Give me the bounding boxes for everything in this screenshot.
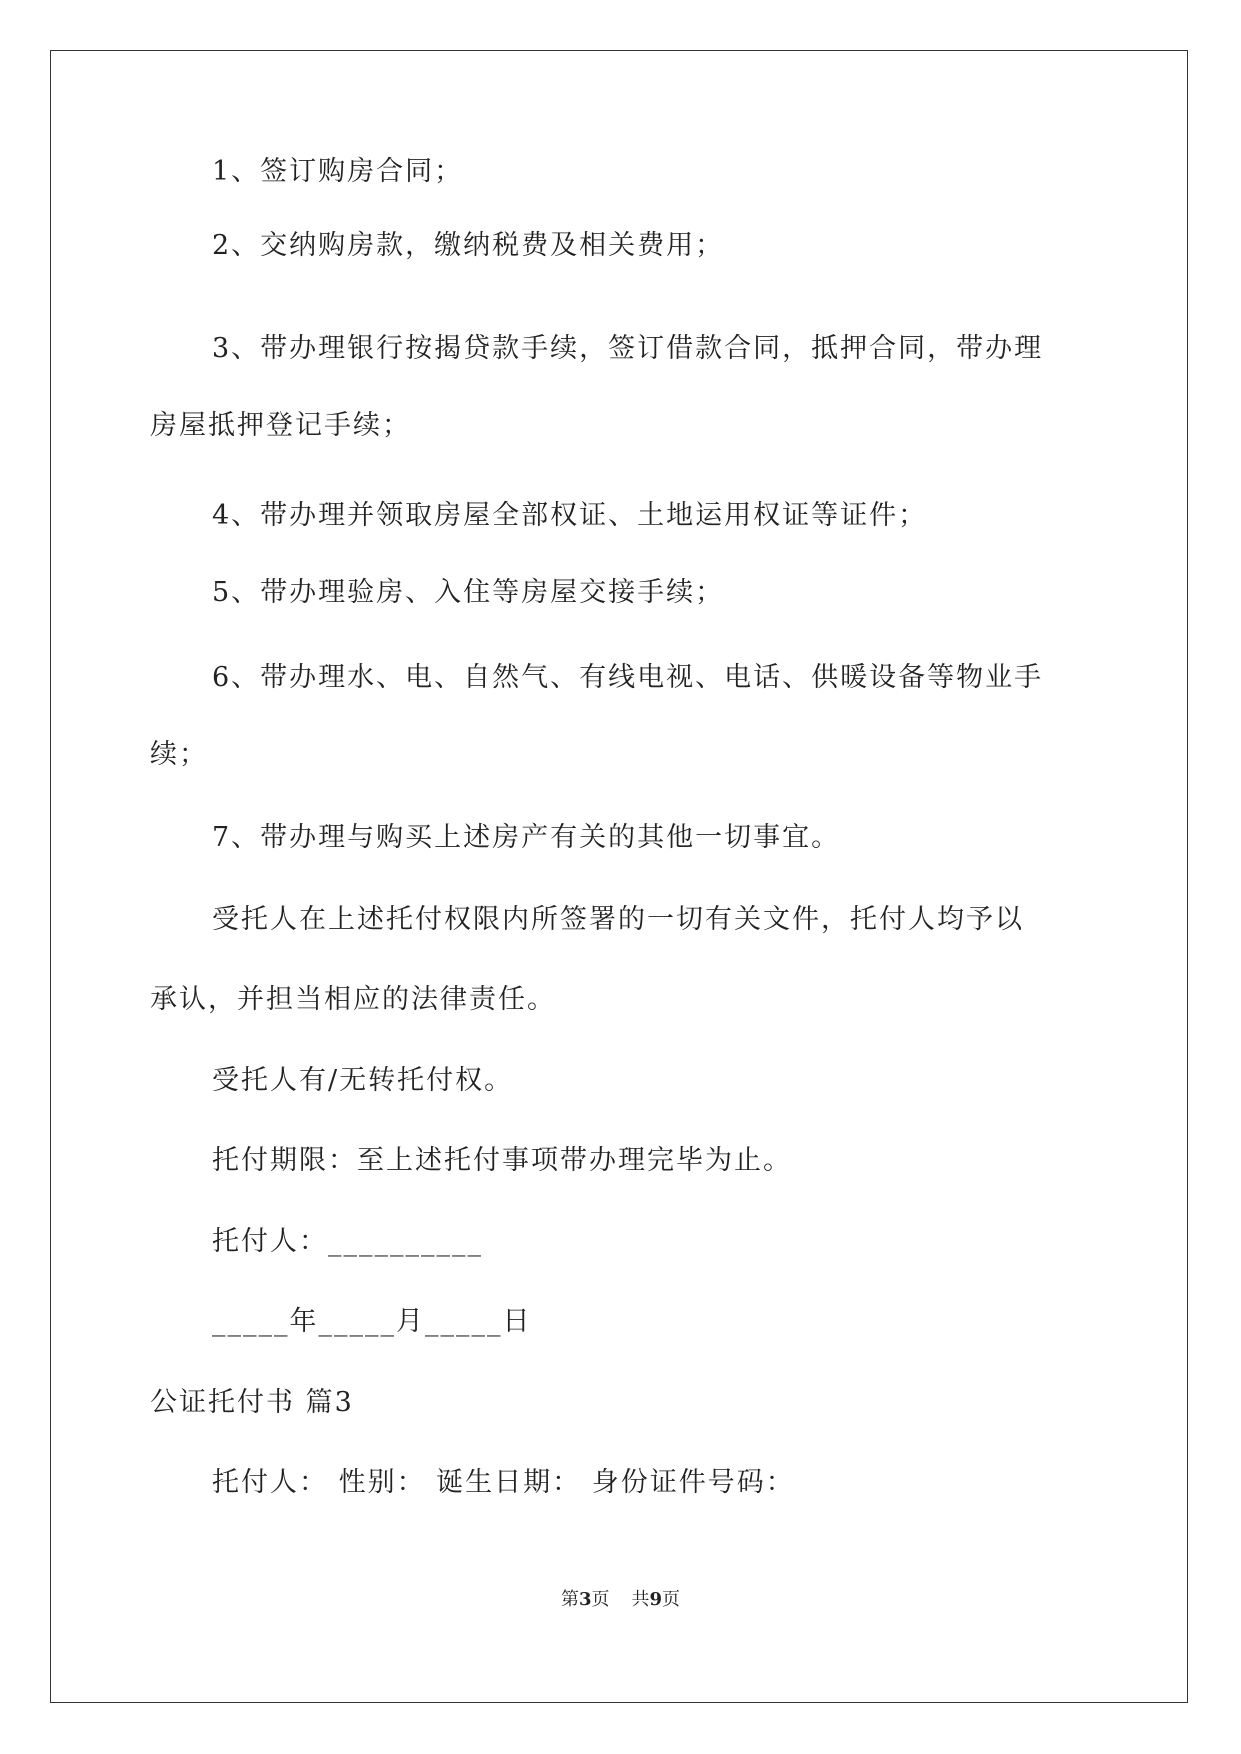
date-line: _____年_____月_____日 [212, 1306, 532, 1337]
item-2: 2、交纳购房款，缴纳税费及相关费用； [212, 230, 725, 261]
item-6-line-2: 续； [150, 739, 208, 770]
footer-total-pages: 9 [649, 1589, 663, 1610]
footer-total-unit: 页 [662, 1589, 681, 1610]
footer-prefix: 第 [560, 1589, 579, 1610]
authority-para-line-1: 受托人在上述托付权限内所签署的一切有关文件，托付人均予以 [212, 904, 1024, 935]
signature-line: 托付人：__________ [212, 1226, 483, 1257]
item-3-line-1: 3、带办理银行按揭贷款手续，签订借款合同，抵押合同，带办理 [212, 333, 1044, 364]
transfer-right: 受托人有/无转托付权。 [212, 1065, 514, 1096]
item-7: 7、带办理与购买上述房产有关的其他一切事宜。 [212, 822, 841, 853]
page-border [50, 50, 1188, 1703]
footer-total-prefix: 共 [631, 1589, 650, 1610]
item-6-line-1: 6、带办理水、电、自然气、有线电视、电话、供暖设备等物业手 [212, 662, 1044, 693]
footer-page-unit: 页 [591, 1589, 610, 1610]
footer-page-number: 3 [578, 1589, 592, 1610]
entrust-period: 托付期限：至上述托付事项带办理完毕为止。 [212, 1145, 792, 1176]
authority-para-line-2: 承认，并担当相应的法律责任。 [150, 984, 556, 1015]
entruster-info-line: 托付人： 性别： 诞生日期： 身份证件号码： [212, 1467, 795, 1498]
item-4: 4、带办理并领取房屋全部权证、土地运用权证等证件； [212, 500, 928, 531]
item-5: 5、带办理验房、入住等房屋交接手续； [212, 577, 725, 608]
item-1: 1、签订购房合同； [212, 156, 464, 187]
item-3-line-2: 房屋抵押登记手续； [150, 410, 411, 441]
section-heading: 公证托付书 篇3 [150, 1387, 354, 1418]
page-footer [0, 1588, 1241, 1612]
